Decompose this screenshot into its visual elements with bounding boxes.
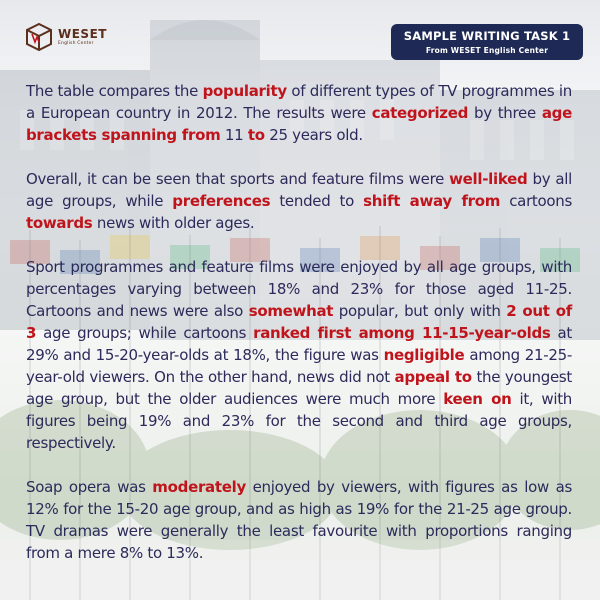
essay-paragraph-body-2 (26, 476, 572, 564)
text-segment: Sport programmes and feature films were enjoyed by all age groups, with percentages varying between 18% and 23% for those aged 11-25. Cartoons and news were also (26, 258, 572, 320)
essay-paragraph-intro (26, 80, 572, 146)
text-segment: tended to (270, 192, 364, 210)
highlighted-phrase: somewhat (248, 302, 334, 320)
text-segment: at 29% and 15-20-year-olds at 18%, the figure was (26, 324, 572, 364)
text-segment: The table compares the (26, 82, 203, 100)
text-segment: the youngest age group, but the older audiences were much more (26, 368, 572, 408)
text-segment: 25 years old. (264, 126, 363, 144)
text-segment: age groups; while cartoons (36, 324, 254, 342)
highlighted-phrase: towards (26, 214, 93, 232)
text-segment: Overall, it can be seen that sports and feature films were (26, 170, 450, 188)
logo-subtitle: English Center (58, 40, 94, 46)
text-segment: by all age groups, while (26, 170, 572, 210)
highlighted-phrase: ranked first among 11-15-year-olds (253, 324, 551, 342)
text-segment: enjoyed by viewers, with figures as low as 12% for the 15-20 age group, and as high as 19% for the 21-25 age group. TV dramas were generally the least favourite with proportions ranging from a mere 8% to 13%. (26, 478, 572, 562)
highlighted-phrase: to (247, 126, 265, 144)
text-segment: 11 (220, 126, 248, 144)
highlighted-phrase: preferences (172, 192, 271, 210)
text-segment: among 21-25-year-old viewers. On the other hand, news did not (26, 346, 572, 386)
essay-text (26, 80, 572, 586)
text-segment: it, with figures being 19% and 23% for the second and third age groups, respectively. (26, 390, 572, 452)
weset-cube-icon (24, 22, 54, 52)
essay-paragraph-body-1 (26, 256, 572, 454)
sample-task-badge (391, 24, 583, 60)
highlighted-phrase: keen on (443, 390, 512, 408)
highlighted-phrase: 2 out of 3 (26, 302, 573, 342)
highlighted-phrase: well-liked (449, 170, 528, 188)
text-segment: Soap opera was (26, 478, 153, 496)
text-segment: cartoons (500, 192, 572, 210)
text-segment: of different types of TV programmes in a European country in 2012. The results were (26, 82, 572, 122)
highlighted-phrase: negligible (383, 346, 465, 364)
text-segment: popular, but only with (333, 302, 507, 320)
text-segment: news with older ages. (92, 214, 255, 232)
highlighted-phrase: shift away from (363, 192, 501, 210)
highlighted-phrase: categorized (371, 104, 469, 122)
logo-name: WESET (58, 26, 107, 41)
highlighted-phrase: age brackets spanning from (26, 104, 572, 144)
weset-logo (24, 22, 107, 52)
highlighted-phrase: appeal to (394, 368, 472, 386)
badge-title: SAMPLE WRITING TASK 1 (403, 29, 571, 43)
text-segment: by three (468, 104, 542, 122)
highlighted-phrase: popularity (202, 82, 287, 100)
essay-paragraph-overview (26, 168, 572, 234)
highlighted-phrase: moderately (152, 478, 246, 496)
badge-subtitle: From WESET English Center (425, 46, 549, 55)
